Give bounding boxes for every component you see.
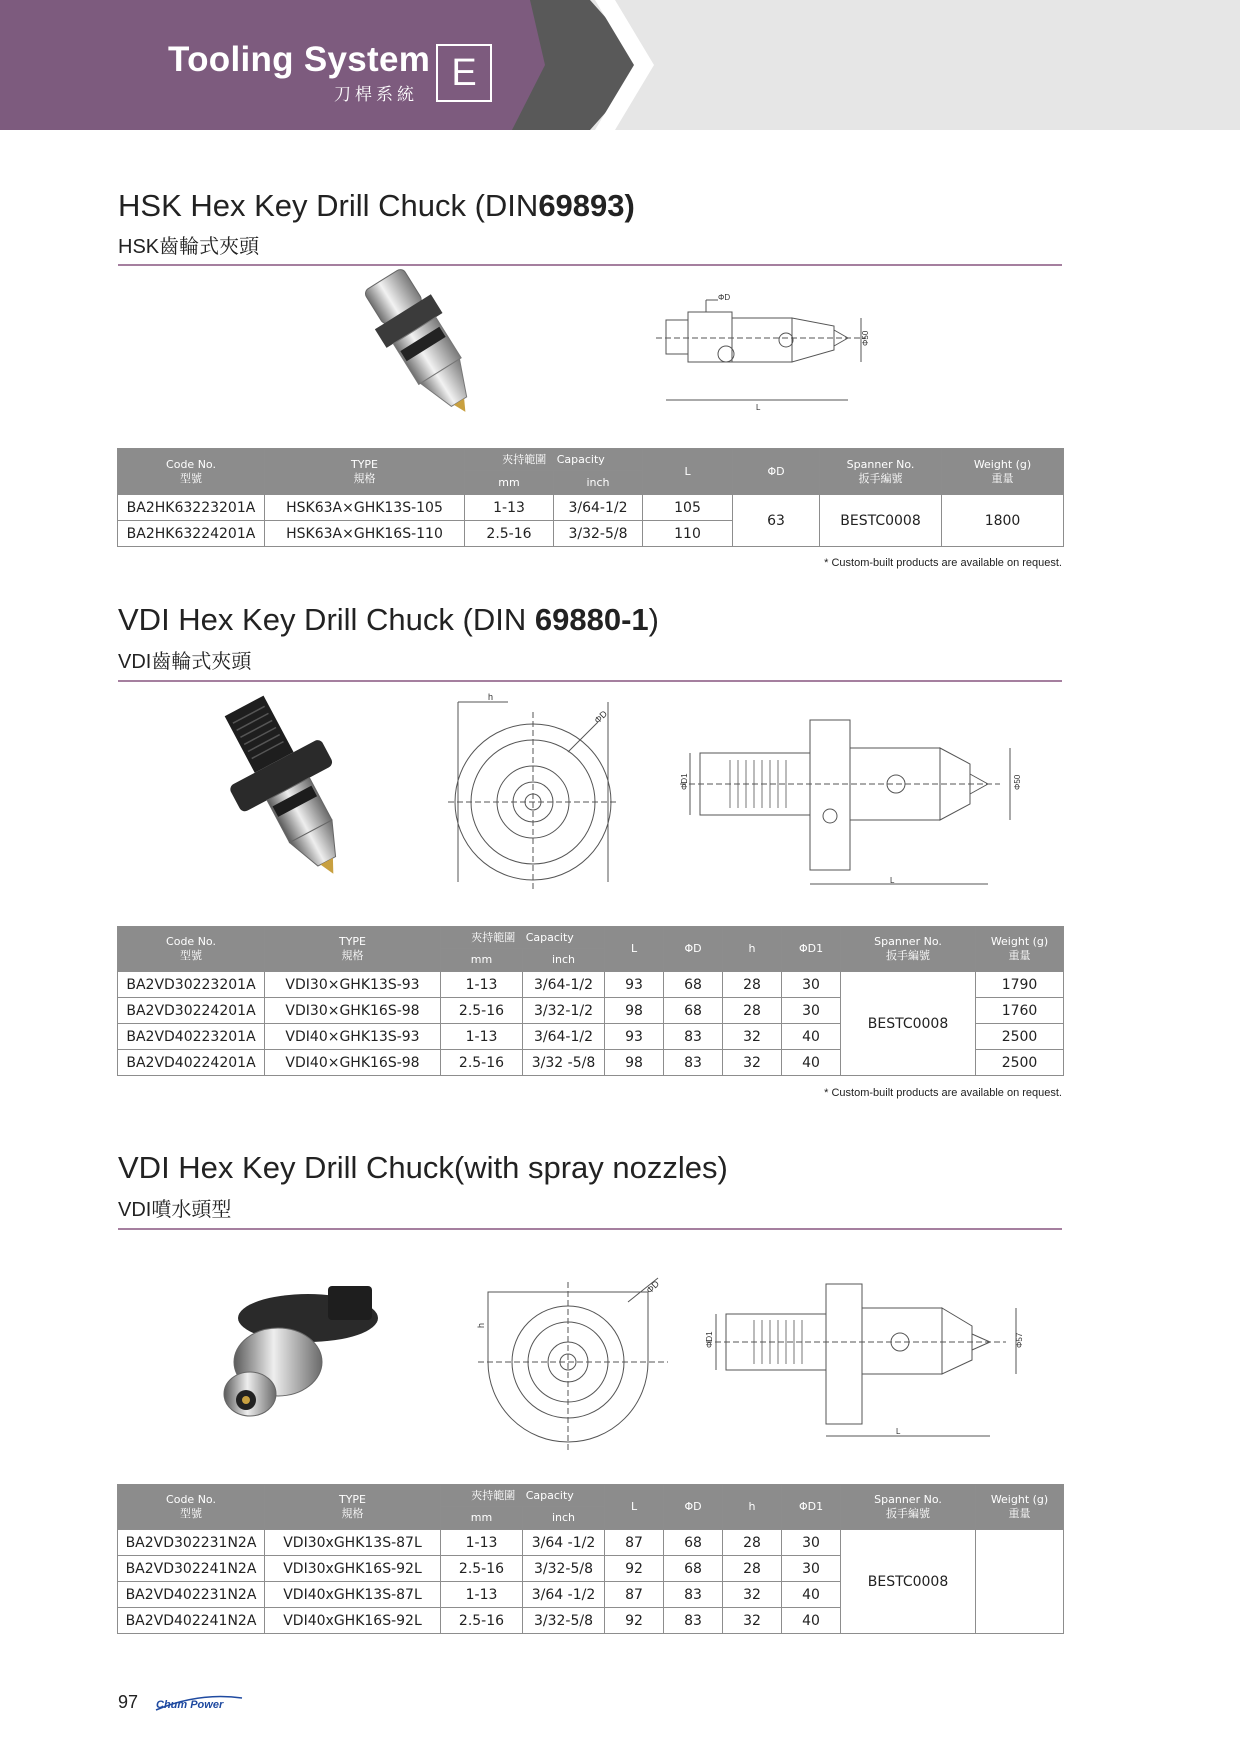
table-row bbox=[118, 495, 1064, 521]
cell-type: VDI30×GHK13S-93 bbox=[265, 972, 441, 998]
cell-h: 28 bbox=[723, 998, 782, 1024]
cell-h: 28 bbox=[723, 972, 782, 998]
section-divider bbox=[118, 1228, 1062, 1230]
cell-phi-d1: 30 bbox=[782, 1556, 841, 1582]
cell-inch: 3/64-1/2 bbox=[523, 1024, 605, 1050]
cell-l: 93 bbox=[605, 972, 664, 998]
header-code-no: Code No. 型號 bbox=[118, 449, 265, 495]
cell-mm: 1-13 bbox=[441, 972, 523, 998]
cell-l: 98 bbox=[605, 998, 664, 1024]
cell-phi-d: 68 bbox=[664, 1530, 723, 1556]
header-phi-d: ΦD bbox=[664, 1485, 723, 1530]
header-spanner: Spanner No. 扳手編號 bbox=[820, 449, 942, 495]
section-subtitle-vdi: VDI齒輪式夾頭 bbox=[118, 651, 252, 673]
section-title-vdi-spray: VDI Hex Key Drill Chuck(with spray nozzles) bbox=[118, 1150, 728, 1185]
header-capacity: 夾持範圍 Capacity bbox=[465, 449, 643, 471]
header-phi-d1: ΦD1 bbox=[782, 1485, 841, 1530]
cell-phi-d1: 30 bbox=[782, 972, 841, 998]
table-row bbox=[118, 1530, 1064, 1556]
cell-l: 105 bbox=[643, 495, 733, 521]
header-spanner: Spanner No. 扳手編號 bbox=[841, 1485, 976, 1530]
header-inch: inch bbox=[523, 949, 605, 972]
cell-code: BA2HK63224201A bbox=[118, 521, 265, 547]
cell-spanner: BESTC0008 bbox=[841, 972, 976, 1076]
custom-built-note: * Custom-built products are available on request. bbox=[824, 557, 1062, 569]
cell-inch: 3/32 -5/8 bbox=[523, 1050, 605, 1076]
drawing-label-dia-d1: ΦD1 bbox=[705, 1331, 714, 1348]
drawing-label-dia-50: Φ50 bbox=[861, 330, 870, 346]
cell-phi-d: 83 bbox=[664, 1608, 723, 1634]
drawing-label-dia-57: Φ57 bbox=[1015, 1332, 1024, 1348]
header-mm: mm bbox=[441, 949, 523, 972]
cell-spanner: BESTC0008 bbox=[841, 1530, 976, 1634]
cell-phi-d: 68 bbox=[664, 998, 723, 1024]
drawing-label-h: h bbox=[476, 1322, 486, 1328]
cell-type: HSK63A×GHK16S-110 bbox=[265, 521, 465, 547]
header-phi-d: ΦD bbox=[664, 927, 723, 972]
cell-weight: 2500 bbox=[976, 1024, 1064, 1050]
cell-inch: 3/64 -1/2 bbox=[523, 1530, 605, 1556]
header-h: h bbox=[723, 1485, 782, 1530]
cell-code: BA2VD40223201A bbox=[118, 1024, 265, 1050]
cell-l: 87 bbox=[605, 1530, 664, 1556]
cell-type: VDI30xGHK13S-87L bbox=[265, 1530, 441, 1556]
hsk-drill-chuck-photo bbox=[340, 262, 520, 424]
cell-inch: 3/64-1/2 bbox=[523, 972, 605, 998]
drawing-label-dia-50: Φ50 bbox=[1013, 774, 1022, 790]
drawing-label-dia-d: ΦD bbox=[644, 1278, 662, 1296]
cell-phi-d1: 30 bbox=[782, 998, 841, 1024]
drawing-label-dia-d1: ΦD1 bbox=[680, 773, 689, 790]
cell-inch: 3/32-5/8 bbox=[523, 1556, 605, 1582]
drawing-label-dia-d: ΦD bbox=[592, 708, 610, 726]
header-type: TYPE 規格 bbox=[265, 449, 465, 495]
cell-code: BA2VD30224201A bbox=[118, 998, 265, 1024]
header-phi-d1: ΦD1 bbox=[782, 927, 841, 972]
header-type: TYPE 規格 bbox=[265, 1485, 441, 1530]
page-number: 97 bbox=[118, 1692, 139, 1712]
cell-mm: 2.5-16 bbox=[441, 1608, 523, 1634]
cell-weight: 1800 bbox=[942, 495, 1064, 547]
header-l: L bbox=[605, 1485, 664, 1530]
cell-code: BA2VD402231N2A bbox=[118, 1582, 265, 1608]
header-inch: inch bbox=[554, 471, 643, 495]
section-divider bbox=[118, 680, 1062, 682]
header-l: L bbox=[605, 927, 664, 972]
cell-type: VDI30xGHK16S-92L bbox=[265, 1556, 441, 1582]
cell-inch: 3/32-1/2 bbox=[523, 998, 605, 1024]
cell-spanner: BESTC0008 bbox=[820, 495, 942, 547]
cell-code: BA2VD402241N2A bbox=[118, 1608, 265, 1634]
cell-weight: 1790 bbox=[976, 972, 1064, 998]
cell-mm: 2.5-16 bbox=[441, 1050, 523, 1076]
cell-inch: 3/64 -1/2 bbox=[523, 1582, 605, 1608]
header-weight: Weight (g) 重量 bbox=[976, 927, 1064, 972]
header-mm: mm bbox=[465, 471, 554, 495]
cell-inch: 3/32-5/8 bbox=[523, 1608, 605, 1634]
cell-phi-d: 68 bbox=[664, 972, 723, 998]
cell-inch: 3/32-5/8 bbox=[554, 521, 643, 547]
cell-mm: 2.5-16 bbox=[441, 1556, 523, 1582]
table-row bbox=[118, 972, 1064, 998]
cell-weight: 1760 bbox=[976, 998, 1064, 1024]
section-divider bbox=[118, 264, 1062, 266]
cell-h: 32 bbox=[723, 1024, 782, 1050]
header-weight: Weight (g) 重量 bbox=[976, 1485, 1064, 1530]
header-code-no: Code No. 型號 bbox=[118, 927, 265, 972]
cell-l: 87 bbox=[605, 1582, 664, 1608]
cell-mm: 2.5-16 bbox=[441, 998, 523, 1024]
vdi-drill-chuck-photo bbox=[196, 694, 386, 890]
cell-code: BA2VD302231N2A bbox=[118, 1530, 265, 1556]
cell-h: 32 bbox=[723, 1050, 782, 1076]
cell-mm: 1-13 bbox=[465, 495, 554, 521]
cell-type: VDI40xGHK16S-92L bbox=[265, 1608, 441, 1634]
cell-phi-d: 83 bbox=[664, 1582, 723, 1608]
header-l: L bbox=[643, 449, 733, 495]
cell-phi-d: 63 bbox=[733, 495, 820, 547]
cell-phi-d1: 40 bbox=[782, 1582, 841, 1608]
cell-l: 98 bbox=[605, 1050, 664, 1076]
vdi-spray-side-view-drawing bbox=[690, 1274, 1030, 1444]
header-spanner: Spanner No. 扳手編號 bbox=[841, 927, 976, 972]
cell-weight: 2500 bbox=[976, 1050, 1064, 1076]
drawing-label-dia-d: ΦD bbox=[718, 293, 731, 302]
hsk-technical-drawing bbox=[656, 290, 886, 420]
section-subtitle-vdi-spray: VDI噴水頭型 bbox=[118, 1199, 232, 1221]
section-subtitle-hsk: HSK齒輪式夾頭 bbox=[118, 236, 260, 258]
logo-text: Chum Power bbox=[156, 1699, 224, 1711]
header-subtitle: 刀桿系統 bbox=[334, 85, 418, 104]
cell-mm: 1-13 bbox=[441, 1530, 523, 1556]
drawing-label-length: L bbox=[756, 403, 761, 412]
vdi-spray-front-view-drawing bbox=[476, 1278, 678, 1462]
header-phi-d: ΦD bbox=[733, 449, 820, 495]
cell-mm: 2.5-16 bbox=[465, 521, 554, 547]
custom-built-note: * Custom-built products are available on request. bbox=[824, 1087, 1062, 1099]
header-capacity: 夾持範圍 Capacity bbox=[441, 927, 605, 949]
section-title-vdi: VDI Hex Key Drill Chuck (DIN 69880-1) bbox=[118, 602, 659, 637]
cell-phi-d1: 40 bbox=[782, 1608, 841, 1634]
cell-mm: 1-13 bbox=[441, 1582, 523, 1608]
vdi-spray-chuck-photo bbox=[208, 1282, 388, 1432]
cell-h: 28 bbox=[723, 1556, 782, 1582]
cell-l: 92 bbox=[605, 1608, 664, 1634]
cell-l: 92 bbox=[605, 1556, 664, 1582]
cell-phi-d: 83 bbox=[664, 1024, 723, 1050]
header-weight: Weight (g) 重量 bbox=[942, 449, 1064, 495]
drawing-label-length: L bbox=[890, 876, 895, 885]
cell-code: BA2VD30223201A bbox=[118, 972, 265, 998]
cell-code: BA2VD302241N2A bbox=[118, 1556, 265, 1582]
header-code-no: Code No. 型號 bbox=[118, 1485, 265, 1530]
vdi-front-view-drawing bbox=[448, 692, 628, 902]
cell-type: HSK63A×GHK13S-105 bbox=[265, 495, 465, 521]
cell-phi-d1: 40 bbox=[782, 1050, 841, 1076]
header-capacity: 夾持範圍 Capacity bbox=[441, 1485, 605, 1507]
cell-type: VDI40xGHK13S-87L bbox=[265, 1582, 441, 1608]
cell-code: BA2HK63223201A bbox=[118, 495, 265, 521]
drawing-label-length: L bbox=[896, 1427, 901, 1436]
cell-h: 32 bbox=[723, 1608, 782, 1634]
cell-l: 93 bbox=[605, 1024, 664, 1050]
cell-mm: 1-13 bbox=[441, 1024, 523, 1050]
section-title-hsk: HSK Hex Key Drill Chuck (DIN69893) bbox=[118, 188, 635, 223]
cell-h: 28 bbox=[723, 1530, 782, 1556]
cell-phi-d1: 40 bbox=[782, 1024, 841, 1050]
header-inch: inch bbox=[523, 1507, 605, 1530]
cell-weight bbox=[976, 1530, 1064, 1634]
vdi-spec-table bbox=[117, 926, 1064, 1076]
header-mm: mm bbox=[441, 1507, 523, 1530]
chum-power-logo bbox=[154, 1690, 244, 1714]
cell-type: VDI40×GHK16S-98 bbox=[265, 1050, 441, 1076]
section-letter-badge: E bbox=[436, 44, 492, 102]
cell-type: VDI40×GHK13S-93 bbox=[265, 1024, 441, 1050]
cell-l: 110 bbox=[643, 521, 733, 547]
cell-code: BA2VD40224201A bbox=[118, 1050, 265, 1076]
cell-type: VDI30×GHK16S-98 bbox=[265, 998, 441, 1024]
cell-h: 32 bbox=[723, 1582, 782, 1608]
cell-phi-d: 68 bbox=[664, 1556, 723, 1582]
header-title: Tooling System bbox=[168, 40, 431, 79]
drawing-label-h: h bbox=[488, 692, 494, 702]
cell-phi-d: 83 bbox=[664, 1050, 723, 1076]
cell-inch: 3/64-1/2 bbox=[554, 495, 643, 521]
cell-phi-d1: 30 bbox=[782, 1530, 841, 1556]
header-h: h bbox=[723, 927, 782, 972]
hsk-spec-table bbox=[117, 448, 1064, 547]
header-type: TYPE 規格 bbox=[265, 927, 441, 972]
vdi-side-view-drawing bbox=[660, 708, 1030, 888]
vdi-spray-spec-table bbox=[117, 1484, 1064, 1634]
